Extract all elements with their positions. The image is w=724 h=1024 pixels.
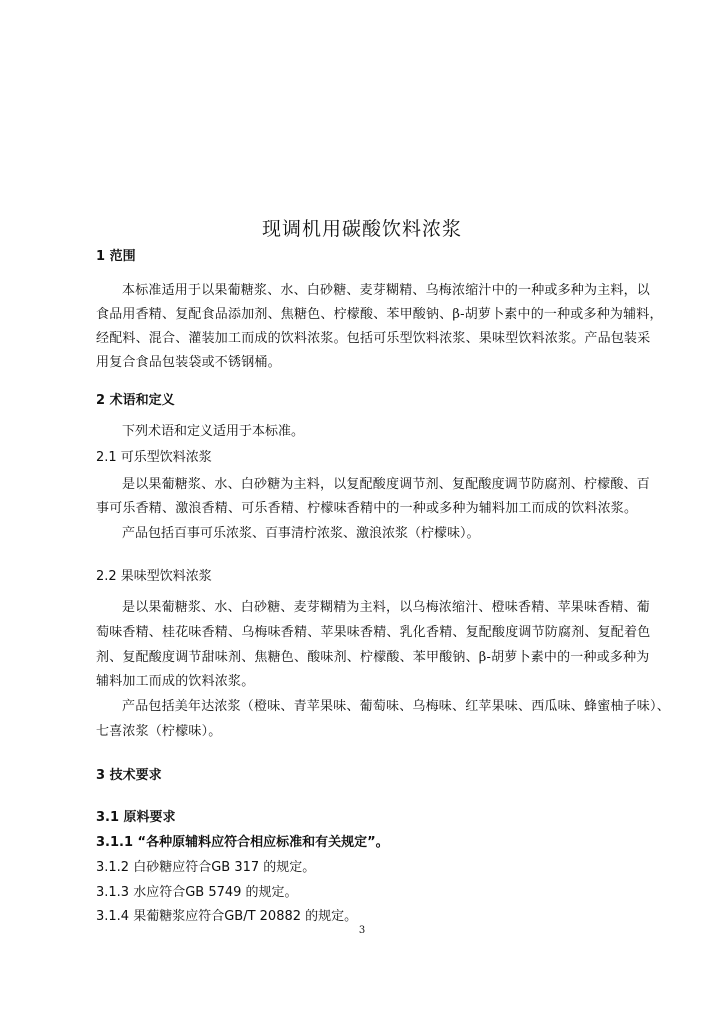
section-2-2-heading: 2.2 果味型饮料浓浆: [96, 569, 212, 584]
fruit-definition-line-2: 萄味香精、桂花味香精、乌梅味香精、苹果味香精、乳化香精、复配酸度调节防腐剂、复配着色: [96, 625, 651, 640]
fruit-products-line-1: 产品包括美年达浓浆（橙味、青苹果味、葡萄味、乌梅味、红苹果味、西瓜味、蜂蜜柚子味）、: [122, 699, 670, 714]
requirement-3-1-4: 3.1.4 果葡糖浆应符合GB/T 20882 的规定。: [96, 909, 358, 924]
requirement-3-1-2: 3.1.2 白砂糖应符合GB 317 的规定。: [96, 860, 316, 875]
requirement-3-1-3: 3.1.3 水应符合GB 5749 的规定。: [96, 885, 298, 900]
fruit-definition-line-1: 是以果葡糖浆、水、白砂糖、麦芽糊精为主料，以乌梅浓缩汁、橙味香精、苹果味香精、葡: [122, 600, 651, 615]
section-3-1-heading: 3.1 原料要求: [96, 810, 176, 825]
fruit-definition-line-3: 剂、复配酸度调节甜味剂、焦糖色、酸味剂、柠檬酸、苯甲酸钠、β-胡萝卜素中的一种或多种为: [96, 650, 650, 665]
cola-definition-line-2: 事可乐香精、激浪香精、可乐香精、柠檬味香精中的一种或多种为辅料加工而成的饮料浓浆。: [96, 501, 638, 516]
section-2-1-heading: 2.1 可乐型饮料浓浆: [96, 450, 212, 465]
section-1-heading: 1 范围: [96, 249, 136, 264]
scope-paragraph-line-1: 本标准适用于以果葡糖浆、水、白砂糖、麦芽糊精、乌梅浓缩汁中的一种或多种为主料，以: [122, 283, 651, 298]
fruit-definition-line-4: 辅料加工而成的饮料浓浆。: [96, 674, 255, 689]
fruit-products-line-2: 七喜浓浆（柠檬味）。: [96, 724, 222, 739]
requirement-3-1-1: 3.1.1 “各种原辅料应符合相应标准和有关规定”。: [96, 835, 389, 850]
section-2-heading: 2 术语和定义: [96, 393, 175, 408]
cola-products-line: 产品包括百事可乐浓浆、百事清柠浓浆、激浪浓浆（柠檬味）。: [122, 526, 480, 541]
cola-definition-line-1: 是以果葡糖浆、水、白砂糖为主料，以复配酸度调节剂、复配酸度调节防腐剂、柠檬酸、百: [122, 477, 651, 492]
section-3-heading: 3 技术要求: [96, 768, 162, 783]
terms-intro: 下列术语和定义适用于本标准。: [122, 424, 305, 439]
document-title: 现调机用碳酸饮料浓浆: [261, 218, 462, 240]
scope-paragraph-line-4: 用复合食品包装袋或不锈钢桶。: [96, 355, 281, 370]
scope-paragraph-line-2: 食品用香精、复配食品添加剂、焦糖色、柠檬酸、苯甲酸钠、β-胡萝卜素中的一种或多种为辅料，: [96, 307, 663, 322]
scope-paragraph-line-3: 经配料、混合、灌装加工而成的饮料浓浆。包括可乐型饮料浓浆、果味型饮料浓浆。产品包装采: [96, 331, 651, 346]
page-number: 3: [358, 925, 366, 936]
